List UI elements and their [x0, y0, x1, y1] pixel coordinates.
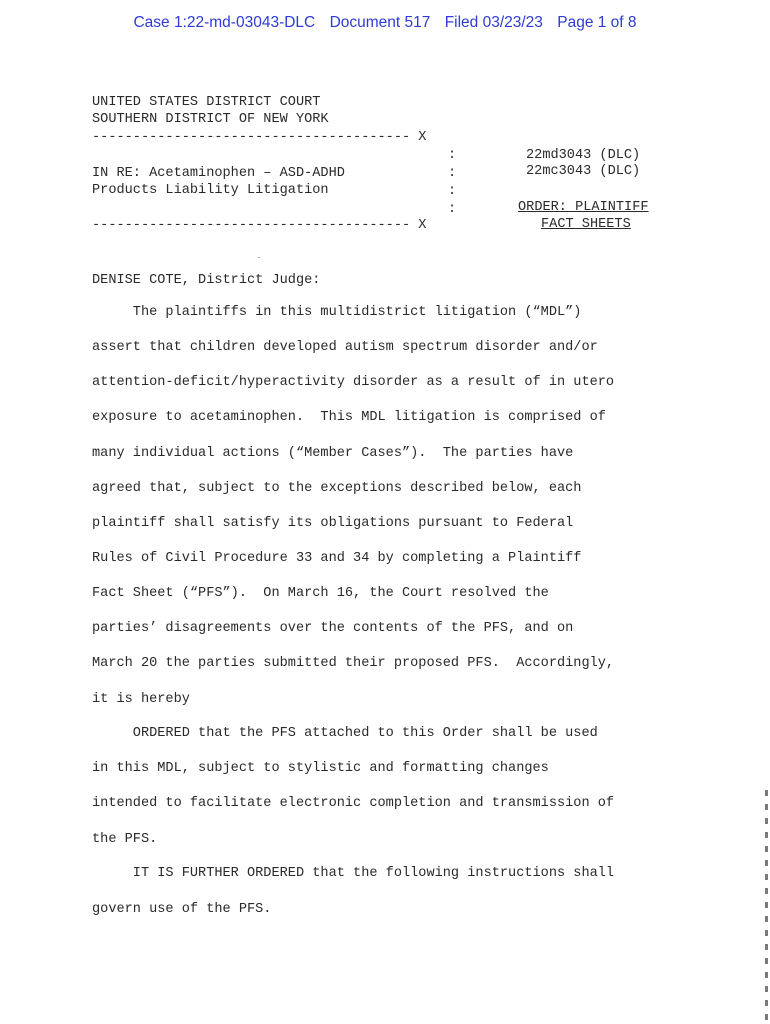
body-line: assert that children developed autism spectrum disorder and/or [92, 340, 598, 355]
body-line: many individual actions (“Member Cases”). The parties have [92, 446, 574, 461]
body-line: parties’ disagreements over the contents of the PFS, and on [92, 621, 574, 636]
body-line: govern use of the PFS. [92, 902, 272, 917]
caption-colon: : [448, 148, 457, 163]
caption-rule-top: --------------------------------------- X [92, 130, 427, 145]
docket-number-1: 22md3043 (DLC) [526, 148, 641, 163]
body-line: intended to facilitate electronic completion and transmission of [92, 796, 615, 811]
court-name-line1: UNITED STATES DISTRICT COURT [92, 95, 321, 110]
body-line: it is hereby [92, 692, 190, 707]
body-line: in this MDL, subject to stylistic and formatting changes [92, 761, 549, 776]
court-name-line2: SOUTHERN DISTRICT OF NEW YORK [92, 112, 329, 127]
document-number: Document 517 [329, 14, 431, 31]
case-title-line2: Products Liability Litigation [92, 183, 329, 198]
body-line: exposure to acetaminophen. This MDL litigation is comprised of [92, 410, 606, 425]
body-line: Fact Sheet (“PFS”). On March 16, the Court resolved the [92, 586, 549, 601]
order-title-line2: FACT SHEETS [541, 217, 631, 232]
body-line: IT IS FURTHER ORDERED that the following instructions shall [92, 866, 615, 881]
order-title-line1: ORDER: PLAINTIFF [518, 200, 649, 215]
body-line: March 20 the parties submitted their proposed PFS. Accordingly, [92, 656, 615, 671]
judge-line: DENISE COTE, District Judge: [92, 273, 321, 288]
scan-edge-marks [765, 790, 768, 1020]
body-line: agreed that, subject to the exceptions described below, each [92, 481, 582, 496]
filed-date: Filed 03/23/23 [444, 14, 543, 31]
body-line: attention-deficit/hyperactivity disorder as a result of in utero [92, 375, 615, 390]
body-line: plaintiff shall satisfy its obligations pursuant to Federal [92, 516, 574, 531]
case-number: Case 1:22-md-03043-DLC [133, 14, 316, 31]
page-indicator: Page 1 of 8 [557, 14, 637, 31]
caption-colon: : [448, 202, 457, 217]
caption-rule-bottom: --------------------------------------- X [92, 218, 427, 233]
ecf-header-stamp [0, 14, 770, 32]
body-line: The plaintiffs in this multidistrict litigation (“MDL”) [92, 305, 582, 320]
body-line: ORDERED that the PFS attached to this Order shall be used [92, 726, 598, 741]
body-line: Rules of Civil Procedure 33 and 34 by completing a Plaintiff [92, 551, 582, 566]
caption-colon: : [448, 166, 457, 181]
body-line: the PFS. [92, 832, 158, 847]
scan-speck [258, 257, 260, 258]
docket-number-2: 22mc3043 (DLC) [526, 164, 641, 179]
caption-colon: : [448, 184, 457, 199]
case-title-line1: IN RE: Acetaminophen – ASD-ADHD [92, 166, 345, 181]
